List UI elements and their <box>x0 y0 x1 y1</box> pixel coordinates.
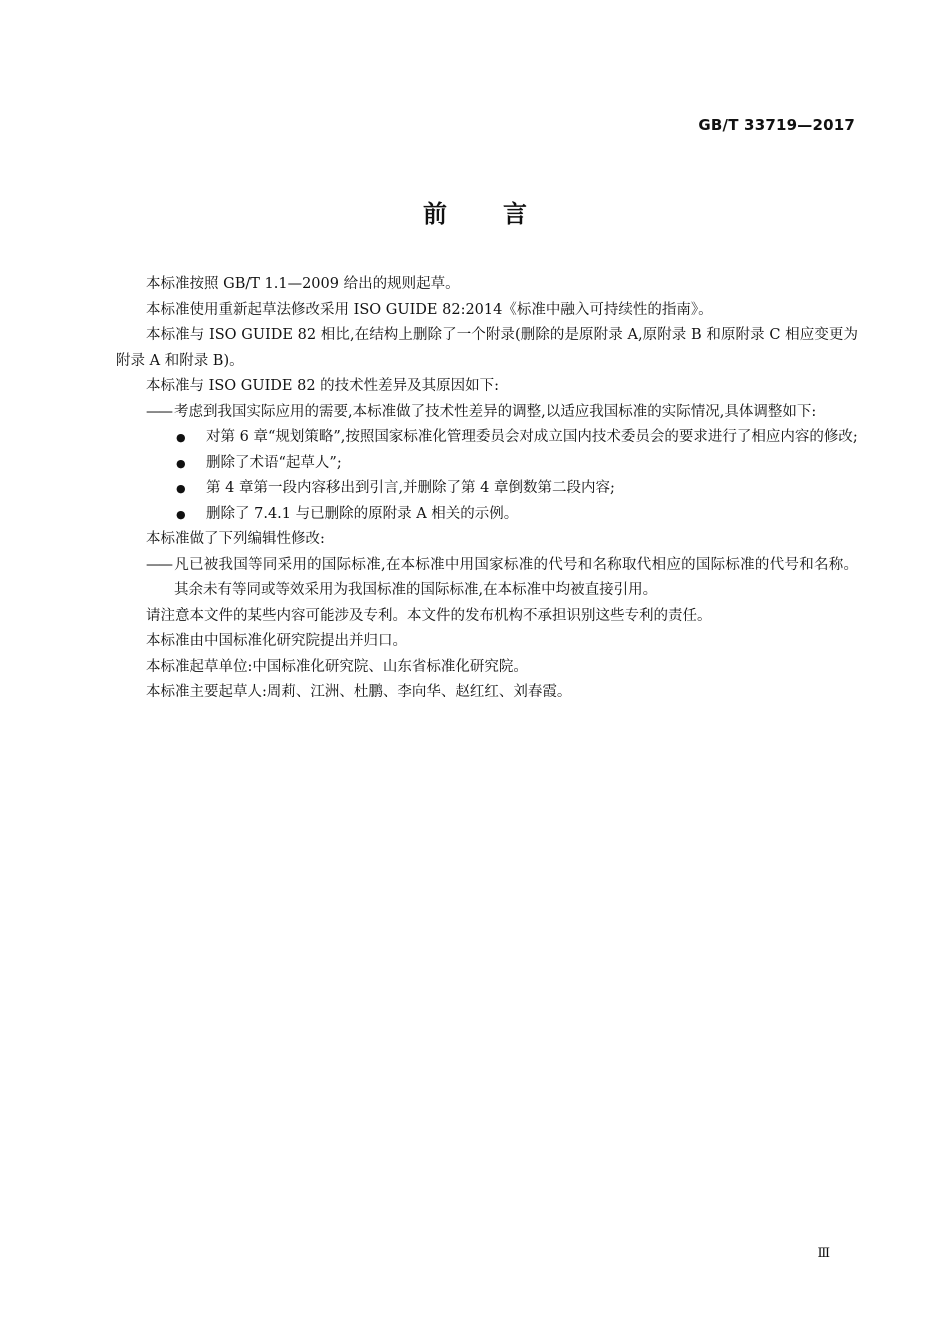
list-item <box>116 425 858 451</box>
dash-symbol: —— <box>146 403 171 420</box>
paragraph-drafting-rules: 本标准按照 GB/T 1.1—2009 给出的规则起草。 <box>146 276 460 292</box>
paragraph-drafting-units: 本标准起草单位:中国标准化研究院、山东省标准化研究院。 <box>146 658 528 675</box>
foreword-body <box>116 272 858 706</box>
list-item-text: 删除了术语“起草人”; <box>206 454 342 471</box>
technical-diff-dash-item <box>116 400 858 426</box>
list-item-text: 删除了 7.4.1 与已删除的原附录 A 相关的示例。 <box>206 505 519 522</box>
editorial-dash-item <box>116 553 858 604</box>
paragraph-drafters: 本标准主要起草人:周莉、江洲、杜鹏、李向华、赵红红、刘春霞。 <box>146 684 572 700</box>
paragraph-editorial: 本标准做了下列编辑性修改: <box>146 531 325 547</box>
paragraph-structure-change: 本标准与 ISO GUIDE 82 相比,在结构上删除了一个附录(删除的是原附录 A,原附录 B 和原附录 C 相应变更为附录 A 和附录 B)。 <box>116 327 858 369</box>
paragraph-patent-notice: 请注意本文件的某些内容可能涉及专利。本文件的发布机构不承担识别这些专利的责任。 <box>146 607 712 624</box>
page-title: 前言 <box>423 200 583 228</box>
dash-symbol: —— <box>146 556 171 573</box>
list-item <box>116 502 858 528</box>
editorial-item: 凡已被我国等同采用的国际标准,在本标准中用国家标准的代号和名称取代相应的国际标准的代号和名称。其余未有等同或等效采用为我国标准的国际标准,在本标准中均被直接引用。 <box>174 556 858 598</box>
list-item <box>116 476 858 502</box>
page-number: Ⅲ <box>817 1246 830 1261</box>
bullet-icon: ● <box>176 431 186 444</box>
paragraph-proposer: 本标准由中国标准化研究院提出并归口。 <box>146 633 407 649</box>
bullet-icon: ● <box>176 507 186 521</box>
technical-diff-intro: 考虑到我国实际应用的需要,本标准做了技术性差异的调整,以适应我国标准的实际情况,具体调整如下: <box>174 403 817 420</box>
list-item-text: 第 4 章第一段内容移出到引言,并删除了第 4 章倒数第二段内容; <box>206 480 615 496</box>
paragraph-technical-diff: 本标准与 ISO GUIDE 82 的技术性差异及其原因如下: <box>146 378 500 394</box>
paragraph-adoption: 本标准使用重新起草法修改采用 ISO GUIDE 82:2014《标准中融入可持续性的指南》。 <box>146 301 713 318</box>
bullet-icon: ● <box>176 456 186 470</box>
bullet-icon: ● <box>176 482 186 495</box>
list-item <box>116 451 858 477</box>
standard-code: GB/T 33719—2017 <box>698 116 855 134</box>
list-item-text: 对第 6 章“规划策略”,按照国家标准化管理委员会对成立国内技术委员会的要求进行了相应内容的修改; <box>206 429 858 445</box>
